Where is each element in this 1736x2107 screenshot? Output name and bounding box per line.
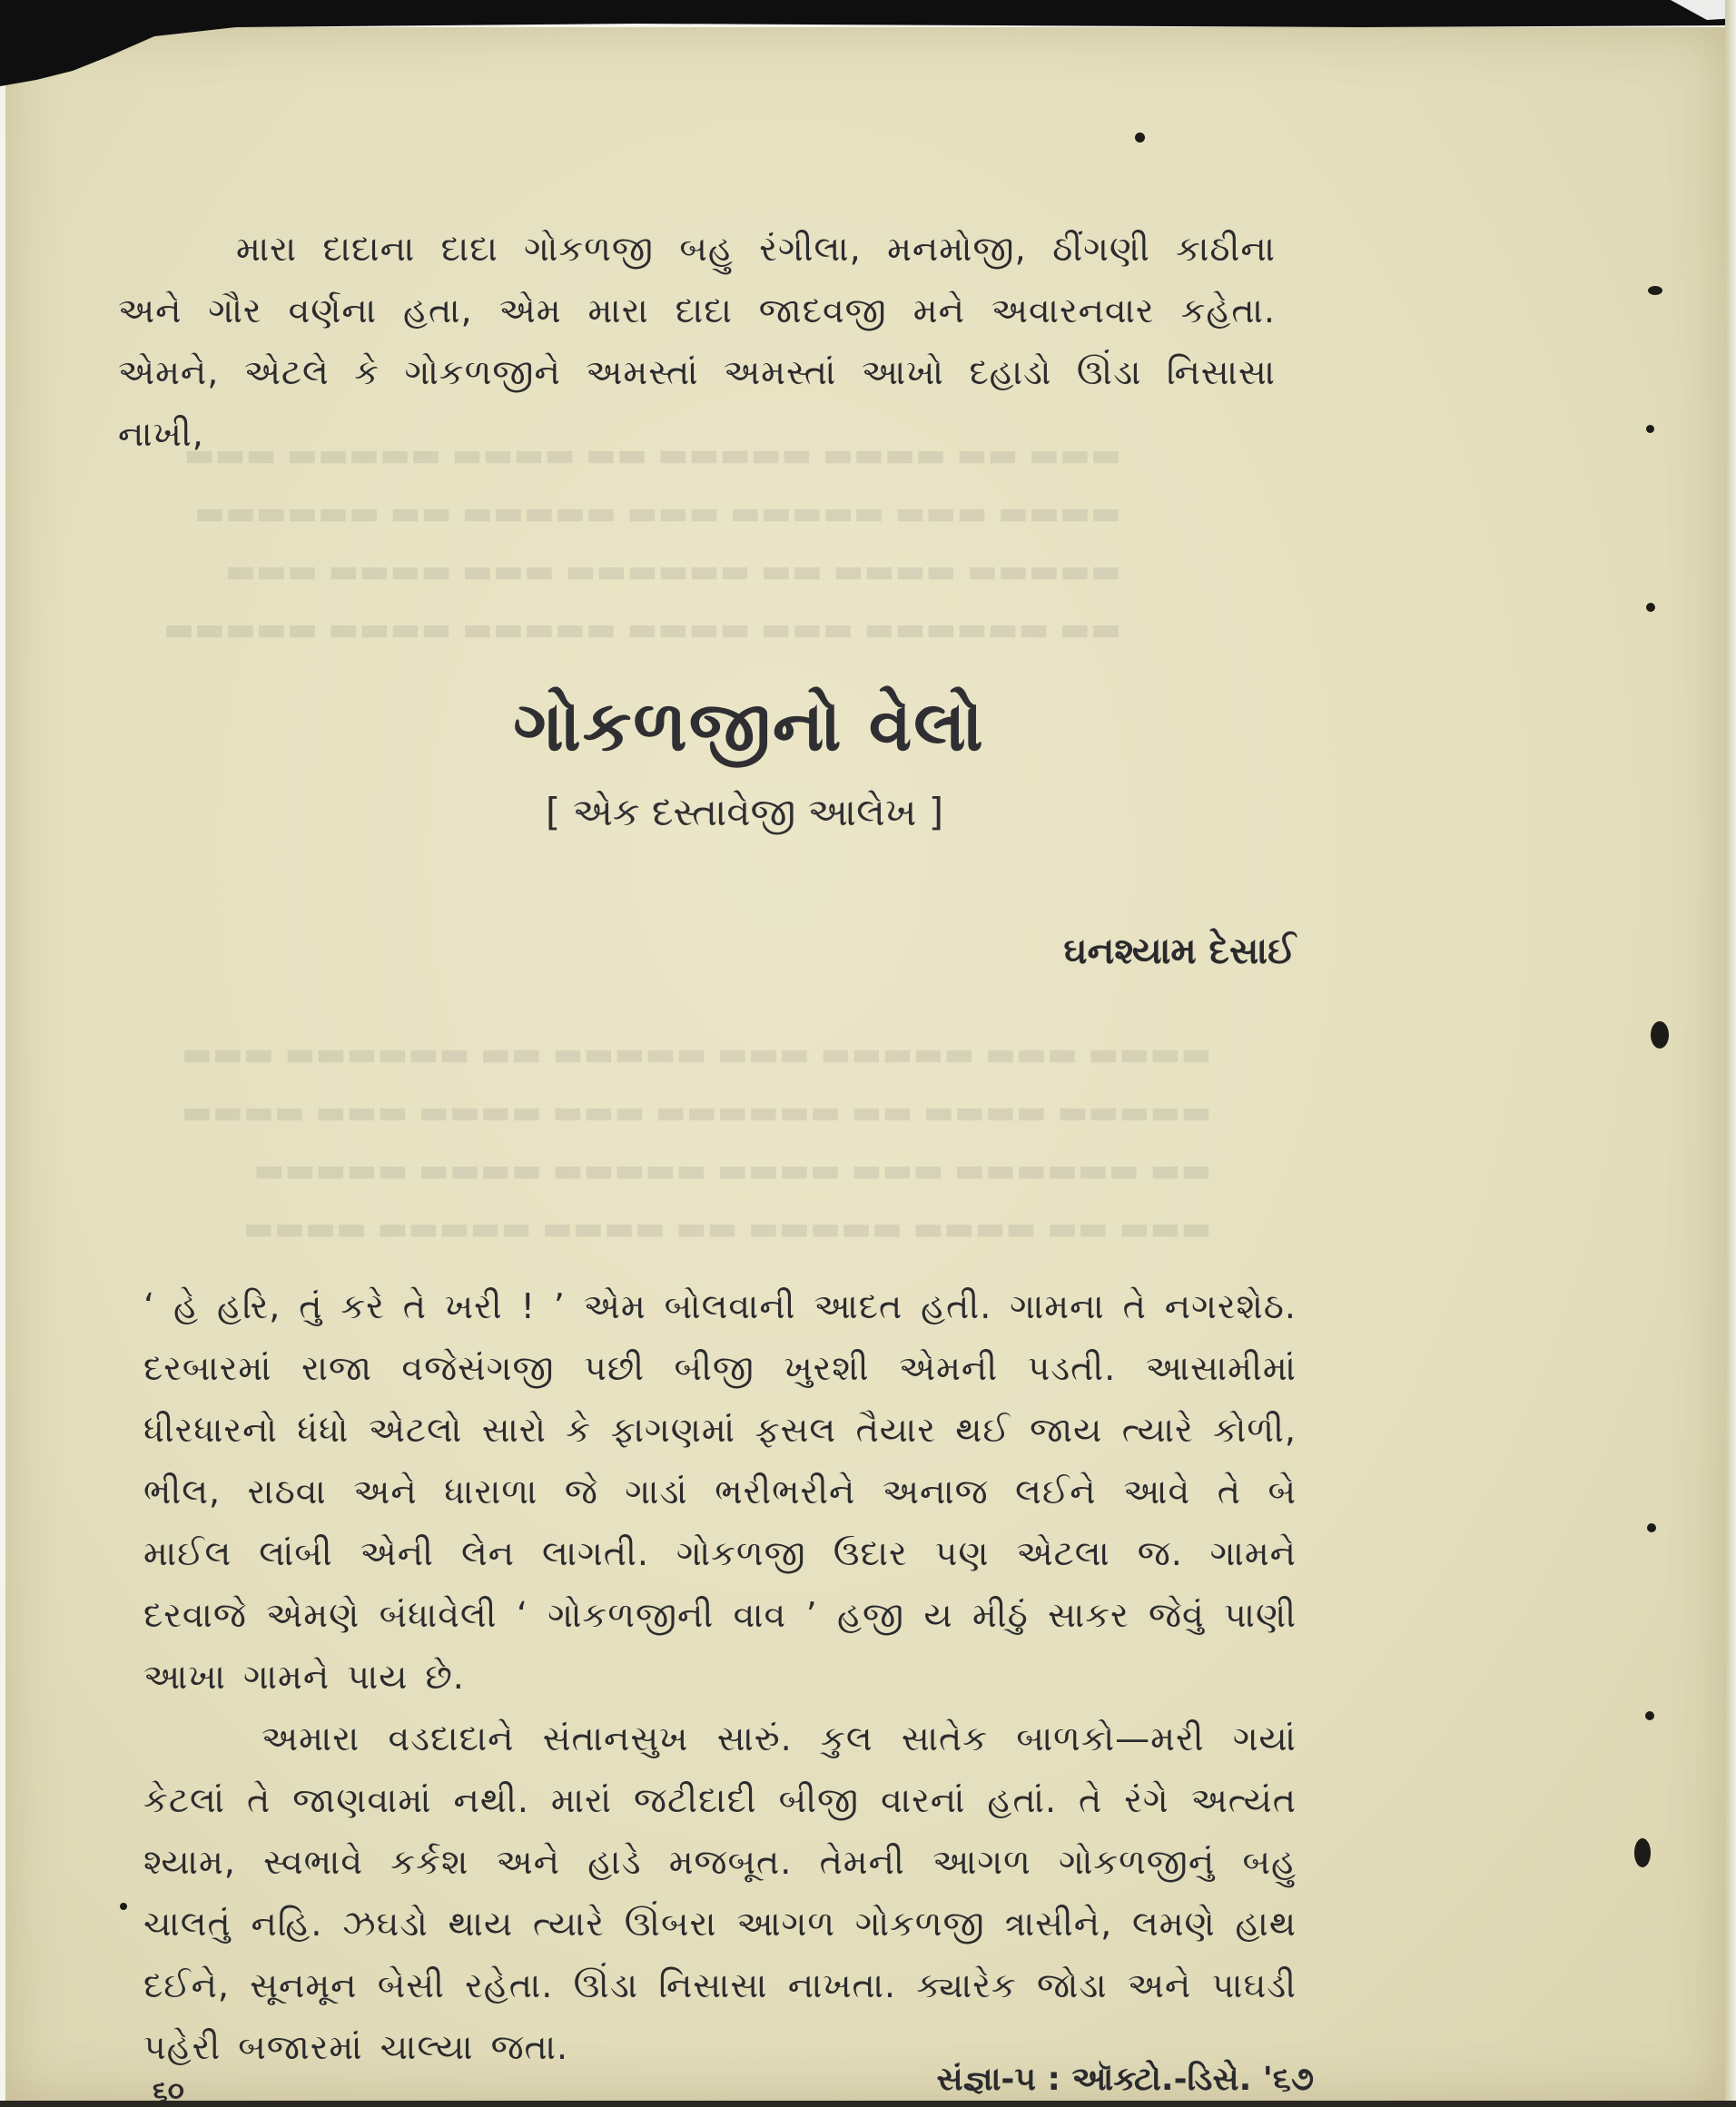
speck: [1645, 1711, 1654, 1720]
speck: [120, 1903, 127, 1910]
speck: [1646, 425, 1654, 433]
page-right-edge: [1725, 0, 1736, 2101]
speck: [1135, 133, 1145, 143]
speck: [1648, 286, 1662, 295]
speck: [1634, 1838, 1651, 1867]
speck: [1647, 1523, 1656, 1532]
journal-issue-footer: સંજ્ઞા-૫ : ઑક્ટો.-ડિસે. '૬૭: [936, 2061, 1314, 2098]
article-title: ગોકળજીનો વેલો: [513, 685, 985, 766]
intro-paragraph: મારા દાદાના દાદા ગોકળજી બહુ રંગીલા, મનમોજી, ઠીંગણી કાઠીના અને ગૌર વર્ણના હતા, એમ મારા દાદા જાદવજી મને અવારનવાર કહેતા. એમને, એટલે કે ગોકળજીને અમસ્તાં અમસ્તાં આખો દહાડો ઊંડા નિસાસા નાખી,: [118, 229, 1276, 454]
speck: [1651, 1021, 1669, 1049]
body-text-block: [143, 1275, 1297, 2078]
author-name: ઘનશ્યામ દેસાઈ: [1063, 930, 1296, 972]
torn-page-edge: [0, 0, 1736, 109]
article-subtitle: [ એક દસ્તાવેજી આલેખ ]: [545, 790, 944, 834]
bleed-through-text: ▬▬▬▬ ▬▬▬ ▬▬▬▬▬ ▬▬▬ ▬▬▬▬▬ ▬▬ ▬▬▬▬▬▬ ▬▬▬ ▬▬▬▬▬ ▬▬▬▬ ▬▬ ▬▬▬▬▬▬ ▬▬▬ ▬▬▬▬ ▬▬▬ ▬▬▬▬ ▬▬ ▬▬▬▬▬▬ ▬▬▬ ▬▬▬▬ ▬▬▬▬▬ ▬▬▬▬ ▬▬▬▬▬ ▬▬▬ ▬▬ ▬▬▬▬ ▬▬▬▬▬ ▬▬ ▬▬▬▬ ▬▬▬▬▬ ▬▬▬▬: [182, 1036, 1212, 1247]
body-paragraph: ‘ હે હરિ, તું કરે તે ખરી ! ’ એમ બોલવાની આદત હતી. ગામના તે નગરશેઠ. દરબારમાં રાજા વજેસંગજી પછી બીજી ખુરશી એમની પડતી. આસામીમાં ધીરધારનો ધંધો એટલો સારો કે ફાગણમાં ફસલ તૈયાર થઈ જાય ત્યારે કોળી, ભીલ, રાઠવા અને ધારાળા જે ગાડાં ભરીભરીને અનાજ લઈને આવે તે બે માઈલ લાંબી એની લેન લાગતી. ગોકળજી ઉદાર પણ એટલા જ. ગામને દરવાજે એમણે બંધાવેલી ‘ ગોકળજીની વાવ ’ હજી ય મીઠું સાકર જેવું પાણી આખા ગામને પાય છે.: [143, 1286, 1297, 1697]
page-number: ૬૦: [153, 2075, 184, 2107]
body-paragraph: અમારા વડદાદાને સંતાનસુખ સારું. કુલ સાતેક બાળકો—મરી ગયાં કેટલાં તે જાણવામાં નથી. મારાં જટીદાદી બીજી વારનાં હતાં. તે રંગે અત્યંત શ્યામ, સ્વભાવે કર્કશ અને હાડે મજબૂત. તેમની આગળ ગોકળજીનું બહુ ચાલતું નહિ. ઝઘડો થાય ત્યારે ઊંબરા આગળ ગોકળજી ત્રાસીને, લમણે હાથ દઈને, સૂનમૂન બેસી રહેતા. ઊંડા નિસાસા નાખતા. ક્યારેક જોડા અને પાઘડી પહેરી બજારમાં ચાલ્યા જતા.: [143, 1718, 1297, 2067]
intro-paragraph-block: [118, 218, 1276, 465]
speck: [1646, 603, 1655, 612]
bleed-through-text: ▬▬▬ ▬▬ ▬▬▬▬ ▬▬▬▬▬ ▬▬ ▬▬▬▬ ▬▬▬▬▬ ▬▬▬ ▬▬▬▬ ▬▬▬ ▬▬▬▬▬ ▬▬▬ ▬▬▬▬▬ ▬▬ ▬▬▬▬▬▬ ▬▬▬▬▬ ▬▬▬▬ ▬▬ ▬▬▬▬▬▬ ▬▬▬ ▬▬▬▬ ▬▬▬ ▬▬ ▬▬▬▬▬▬ ▬▬▬ ▬▬▬▬ ▬▬▬▬▬ ▬▬▬▬ ▬▬▬▬▬: [163, 437, 1122, 648]
